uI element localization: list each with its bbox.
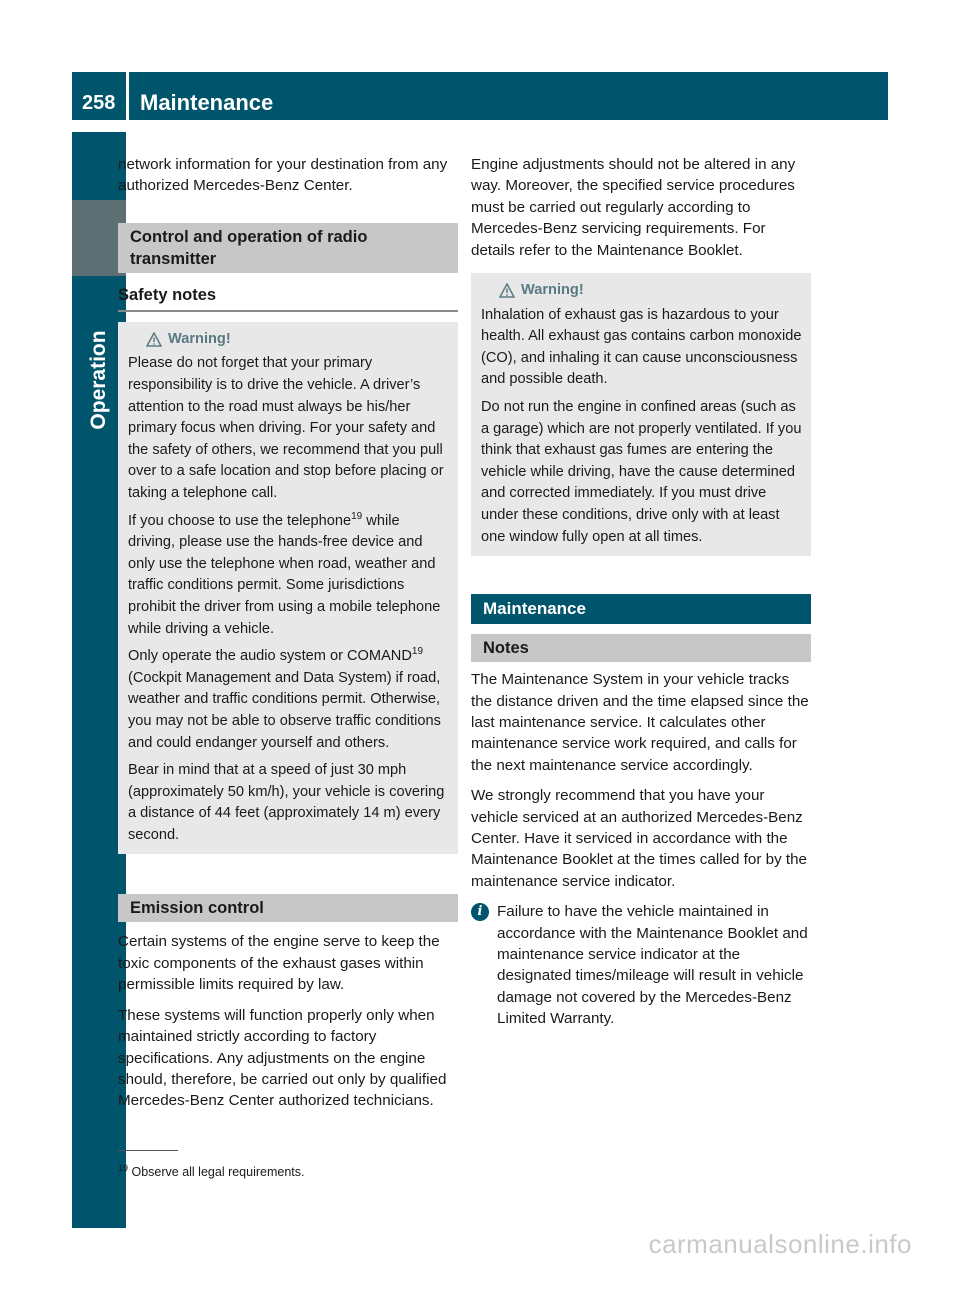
- warning-title-text: Warning!: [521, 282, 584, 299]
- text-run: If you choose to use the telephone: [128, 512, 352, 529]
- notes-paragraph: The Maintenance System in your vehicle tracks the distance driven and the time elapsed since the last maintenance service. It calculates other maintenance service work required, and calls for the next maintenance service accordingly.: [471, 671, 809, 774]
- emission-section-heading: Emission control: [118, 894, 458, 922]
- engine-paragraph: Engine adjustments should not be altered in any way. Moreover, the specified service procedures must be carried out regularly according to Mercedes-Benz servicing requirements. For details refer to the Maintenance Booklet.: [471, 156, 796, 259]
- text-run: (Cockpit Management and Data System) if road, weather and traffic conditions permit. Otherwise, you may not be able to observe traffic conditions and could endanger yourself and others.: [128, 669, 441, 751]
- radio-section-heading: Control and operation of radio transmitter: [118, 223, 458, 273]
- warning-paragraph: Bear in mind that at a speed of just 30 mph (approximately 50 km/h), your vehicle is covering a distance of 44 feet (approximately 14 m) every second.: [128, 762, 445, 843]
- notes-paragraph: We strongly recommend that you have your vehicle serviced at an authorized Mercedes-Benz Center. Have it serviced in accordance with the Maintenance Booklet at the times called for by the maintenance service indicator.: [471, 787, 808, 890]
- radio-warning-box: [118, 322, 458, 855]
- info-icon: i: [471, 903, 489, 921]
- intro-paragraph: network information for your destination from any authorized Mercedes-Benz Center.: [118, 156, 448, 195]
- warning-title: [128, 329, 450, 351]
- warning-paragraph: [128, 511, 450, 641]
- text-run: Only operate the audio system or COMAND: [128, 648, 412, 665]
- info-note: [471, 901, 811, 1029]
- warning-paragraph: Do not run the engine in confined areas (such as a garage) which are not properly ventilated. If you think that exhaust gas fumes are entering the vehicle while driving, have the cause determined and corrected immediately. If you must drive under these conditions, drive only with at least one window fully open at all times.: [481, 399, 802, 545]
- warning-title-text: Warning!: [168, 330, 231, 347]
- chapter-title: Maintenance: [140, 90, 274, 115]
- header-divider: [126, 72, 129, 120]
- emission-paragraph: These systems will function properly only when maintained strictly according to factory specifications. Any adjustments on the engine should, therefore, be carried out only by qualified Mercedes-Benz Center authorized technicians.: [118, 1006, 447, 1110]
- warning-paragraph: Please do not forget that your primary responsibility is to drive the vehicle. A driver’s attention to the road must always be his/her primary focus when driving. For your safety and the safety of others, we recommend that you pull over to a safe location and stop before placing or taking a telephone call.: [128, 355, 444, 501]
- safety-notes-subheading: Safety notes: [118, 284, 458, 312]
- maintenance-heading: Maintenance: [471, 594, 811, 624]
- warning-triangle-icon: [499, 283, 515, 298]
- warning-paragraph: [128, 646, 450, 754]
- page-number: 258: [82, 92, 116, 114]
- right-column: [471, 154, 811, 1030]
- warning-title: [481, 280, 803, 302]
- notes-heading: Notes: [471, 634, 811, 662]
- emission-paragraph: Certain systems of the engine serve to keep the toxic components of the exhaust gases within permissible limits required by law.: [118, 933, 440, 994]
- watermark: carmanualsonline.info: [648, 1229, 912, 1259]
- footnote: [118, 1163, 305, 1181]
- footnote-text: Observe all legal requirements.: [128, 1165, 305, 1179]
- warning-triangle-icon: [146, 332, 162, 347]
- side-tab-text: Operation: [87, 330, 110, 430]
- exhaust-warning-box: [471, 273, 811, 556]
- footnote-ref: 19: [351, 510, 363, 522]
- info-text: Failure to have the vehicle maintained in accordance with the Maintenance Booklet and maintenance service indicator at the designated times/mileage will result in vehicle damage not covered by the Mercedes-Benz Limited Warranty.: [497, 903, 808, 1028]
- text-run: while driving, please use the hands-free device and only use the telephone when road, weather and traffic conditions permit. Some jurisdictions prohibit the driver from using a mobile telephone while driving a vehicle.: [128, 512, 441, 637]
- side-tab-label: [84, 270, 114, 490]
- footnote-rule: [118, 1150, 178, 1151]
- left-column: [118, 154, 458, 1121]
- footnote-marker: 19: [118, 1162, 129, 1173]
- footnote-ref: 19: [411, 646, 424, 658]
- warning-paragraph: Inhalation of exhaust gas is hazardous to your health. All exhaust gas contains carbon monoxide (CO), and inhaling it can cause unconsciousness and possible death.: [481, 306, 802, 388]
